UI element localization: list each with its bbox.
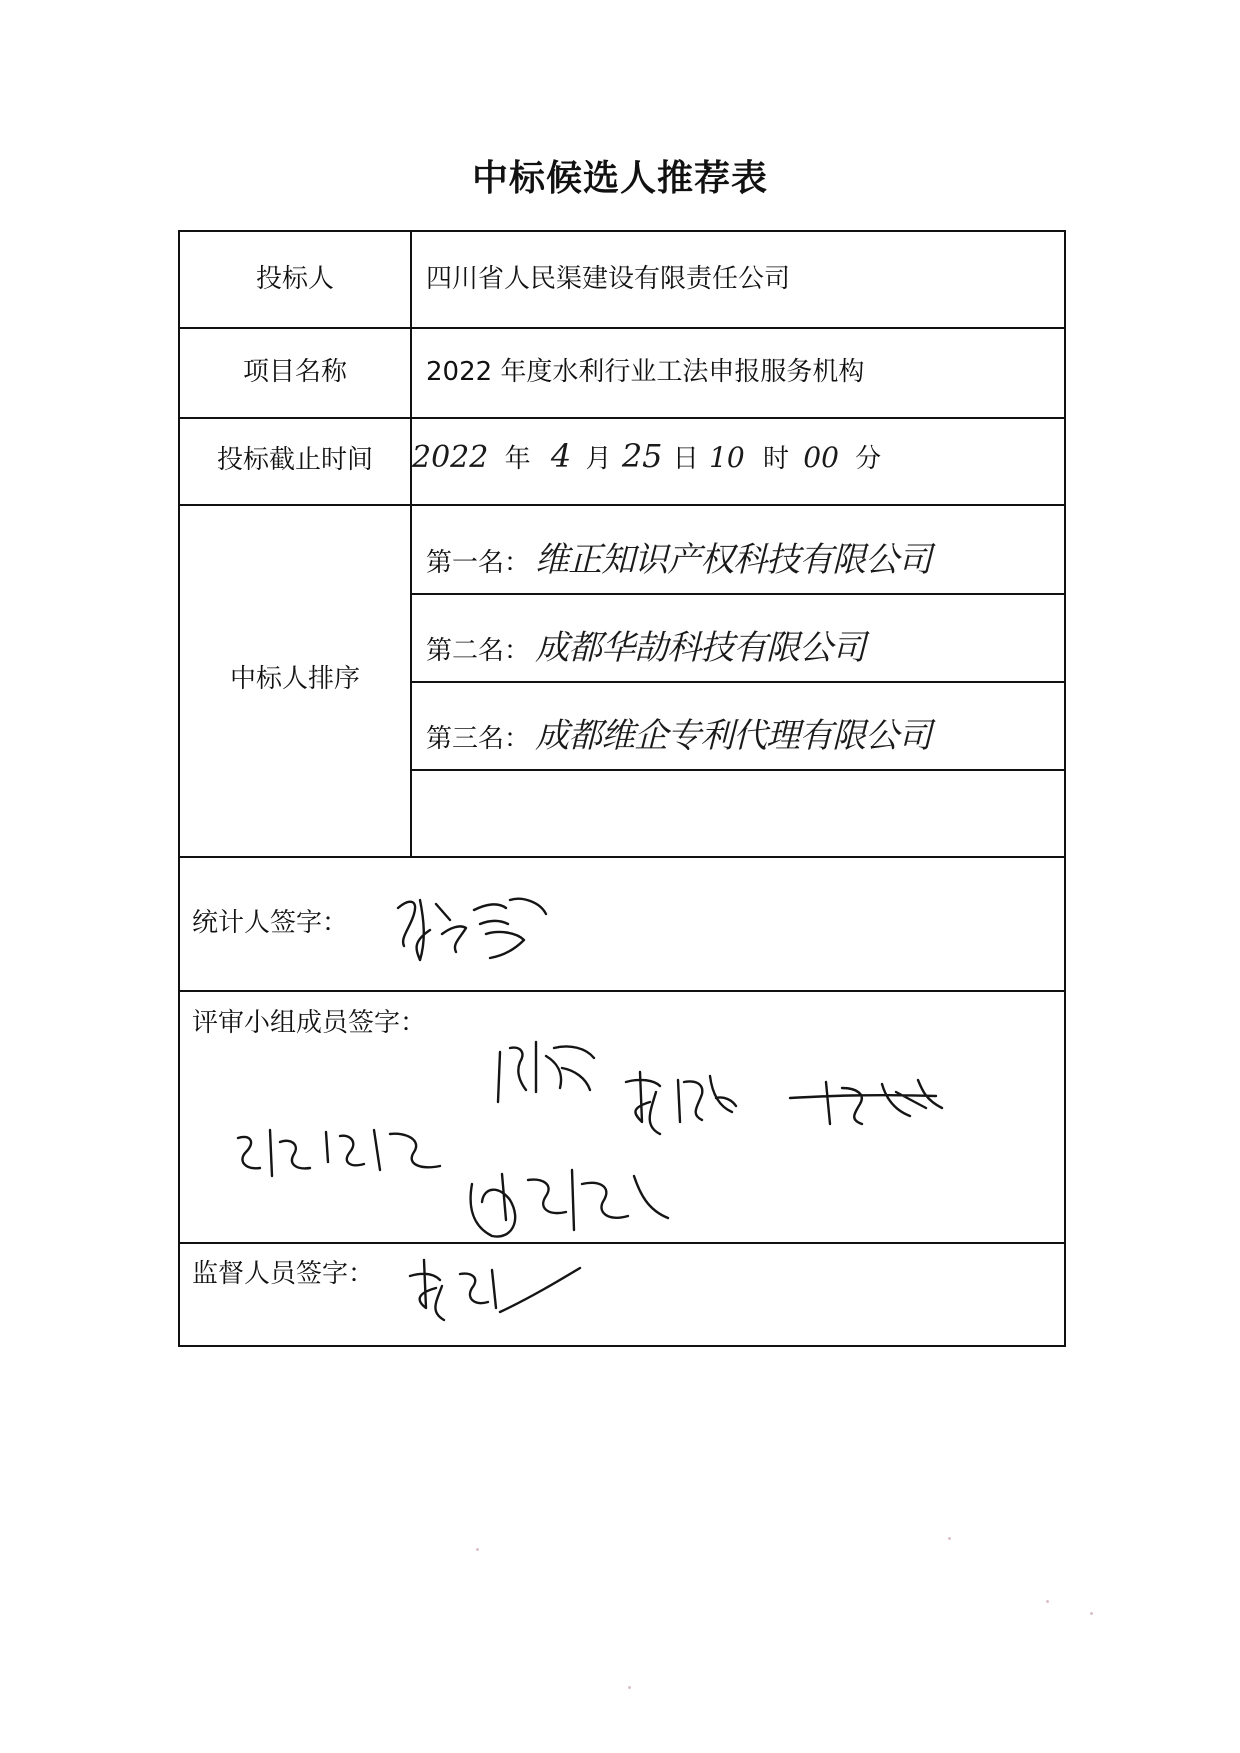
ranking-divider	[412, 681, 1064, 683]
page-title: 中标候选人推荐表	[471, 158, 768, 199]
rank-label: 第三名：	[426, 724, 531, 754]
project-value: 2022 年度水利行业工法申报服务机构	[426, 357, 865, 387]
rank-label: 第二名：	[426, 636, 531, 666]
deadline-month: 4	[550, 437, 572, 475]
ranking-divider	[412, 769, 1064, 771]
scan-speck	[628, 1686, 631, 1689]
rank-label: 第一名：	[426, 548, 531, 578]
review-signature-5	[462, 1150, 682, 1250]
deadline-month-unit: 月	[585, 444, 612, 474]
review-signature-4	[230, 1112, 450, 1192]
review-panel-label: 评审小组成员签字：	[192, 1008, 427, 1038]
deadline-minute-unit: 分	[855, 444, 882, 474]
statistician-signature	[390, 880, 560, 970]
deadline-label: 投标截止时间	[216, 445, 373, 475]
project-label: 项目名称	[242, 357, 347, 387]
review-signature-2	[620, 1062, 740, 1142]
row-divider	[180, 856, 1064, 858]
review-signature-1	[490, 1032, 600, 1112]
supervisor-signature	[400, 1246, 590, 1326]
scan-speck	[1090, 1612, 1093, 1615]
scan-speck	[1046, 1600, 1049, 1603]
deadline-value	[412, 437, 882, 475]
row-divider	[180, 327, 1064, 329]
ranking-item	[426, 708, 931, 757]
deadline-year-unit: 年	[504, 444, 531, 474]
ranking-label: 中标人排序	[229, 664, 360, 694]
deadline-year: 2022	[412, 440, 489, 475]
row-divider	[180, 504, 1064, 506]
statistician-label: 统计人签字：	[192, 908, 349, 938]
deadline-hour: 10	[709, 441, 745, 474]
bidder-value: 四川省人民渠建设有限责任公司	[426, 264, 791, 294]
scan-speck	[948, 1537, 951, 1540]
deadline-minute: 00	[803, 441, 839, 474]
ranked-company: 维正知识产权科技有限公司	[535, 540, 932, 580]
bidder-label: 投标人	[255, 264, 334, 294]
deadline-day: 25	[621, 437, 663, 475]
ranked-company: 成都华劼科技有限公司	[535, 628, 866, 668]
deadline-hour-unit: 时	[762, 444, 789, 474]
deadline-day-unit: 日	[672, 444, 699, 474]
ranking-divider	[412, 593, 1064, 595]
column-divider	[410, 232, 412, 856]
review-signature-3	[786, 1068, 956, 1138]
row-divider	[180, 417, 1064, 419]
ranked-company: 成都维企专利代理有限公司	[535, 716, 932, 756]
supervisor-label: 监督人员签字：	[192, 1259, 375, 1289]
scan-speck	[476, 1548, 479, 1551]
row-divider	[180, 990, 1064, 992]
recommendation-table	[178, 230, 1066, 1347]
ranking-item	[426, 620, 865, 669]
ranking-item	[426, 532, 931, 581]
